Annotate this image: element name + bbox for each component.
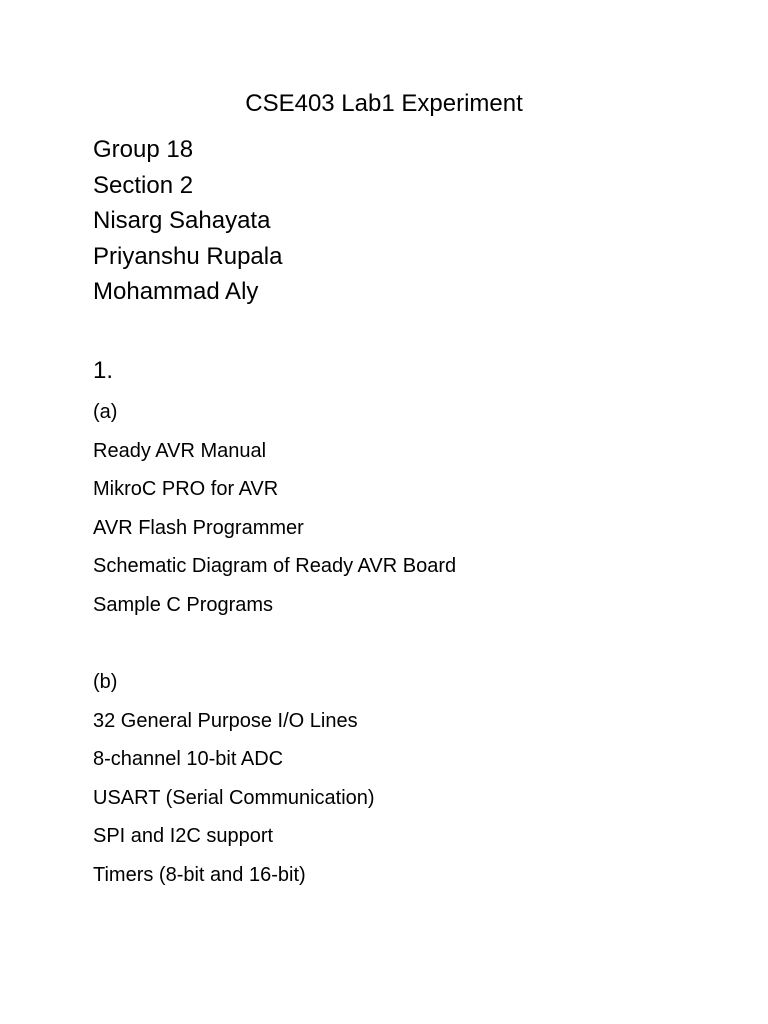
header-info [93, 132, 282, 310]
part-a-list [93, 393, 456, 624]
member-name: Priyanshu Rupala [93, 242, 283, 270]
section-label: Section 2 [93, 171, 194, 199]
member-name: Nisarg Sahayata [93, 207, 271, 234]
list-item: USART (Serial Communication) [93, 786, 375, 809]
list-item: 32 General Purpose I/O Lines [93, 709, 358, 732]
list-item: Sample C Programs [93, 593, 274, 616]
part-b-label: (b) [93, 671, 118, 693]
list-item: AVR Flash Programmer [93, 516, 304, 539]
list-item: 8-channel 10-bit ADC [93, 748, 284, 770]
question-number: 1. [93, 357, 114, 384]
list-item: Timers (8-bit and 16-bit) [93, 863, 306, 886]
part-a-label: (a) [93, 401, 118, 423]
list-item: SPI and I2C support [93, 825, 274, 847]
group-label: Group 18 [93, 136, 194, 163]
part-b-list [93, 663, 375, 894]
document-title: CSE403 Lab1 Experiment [245, 90, 523, 117]
list-item: Schematic Diagram of Ready AVR Board [93, 555, 457, 577]
member-name: Mohammad Aly [93, 278, 259, 305]
list-item: MikroC PRO for AVR [93, 478, 279, 500]
list-item: Ready AVR Manual [93, 439, 267, 462]
